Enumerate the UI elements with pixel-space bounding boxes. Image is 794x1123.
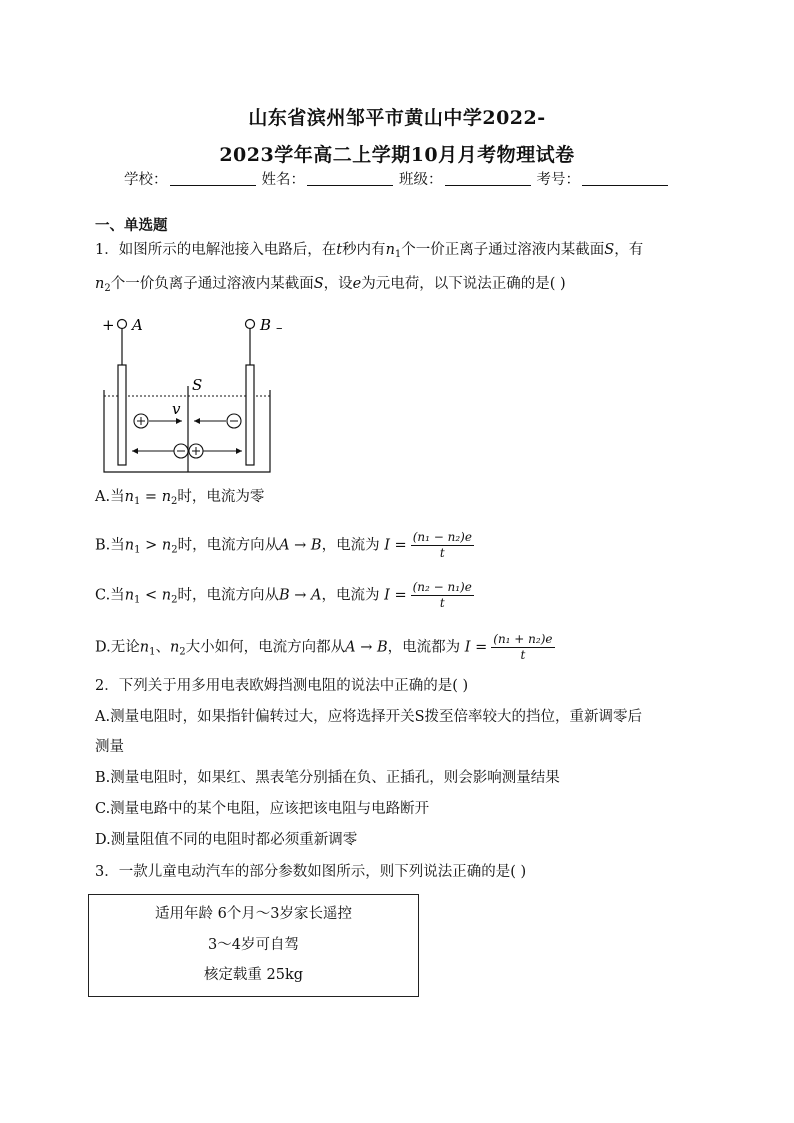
label-v: v	[172, 400, 181, 418]
q1-option-b[interactable]: B.当$n_1 > n_2$时，电流方向从A → B，电流为 I = $\frac{\text{(n₁ − n₂)e}}{t}$	[95, 530, 472, 560]
spec-table-box	[88, 894, 419, 997]
electrode-b	[246, 365, 254, 465]
q1-stem-line1: 1．如图所示的电解池接入电路后，在t秒内有$n_1$个一价正离子通过溶液内某截面S，有	[95, 242, 644, 260]
page-title-line1: 山东省滨州邹平市黄山中学2022-	[248, 107, 546, 129]
q2-option-d[interactable]: D.测量阻值不同的电阻时都必须重新调零	[95, 832, 358, 848]
q1-option-d[interactable]: D.无论$n_1$、$n_2$大小如何，电流方向都从A → B，电流都为 I = $\frac{\text{(n₁ + n₂)e}}{t}$	[95, 632, 553, 662]
electrolytic-cell-diagram	[96, 310, 296, 480]
spec-line-age: 适用年龄 6个月～3岁家长遥控	[154, 906, 353, 922]
q3-stem: 3．一款儿童电动汽车的部分参数如图所示，则下列说法正确的是( )	[95, 864, 527, 880]
label-s: S	[192, 376, 203, 394]
student-info-fields	[124, 170, 674, 190]
cell-container	[104, 390, 270, 472]
q2-option-b[interactable]: B.测量电阻时，如果红、黑表笔分别插在负、正插孔，则会影响测量结果	[95, 770, 560, 786]
q1-option-c[interactable]: C.当$n_1 < n_2$时，电流方向从B → A，电流为 I = $\frac{\text{(n₂ − n₁)e}}{t}$	[95, 580, 472, 610]
q2-option-a-line1[interactable]: A.测量电阻时，如果指针偏转过大，应将选择开关S拨至倍率较大的挡位，重新调零后	[95, 709, 643, 725]
terminal-b	[246, 320, 255, 329]
plus-sign: +	[102, 316, 115, 334]
section-heading: 一、单选题	[95, 217, 168, 234]
label-a: A	[132, 316, 143, 334]
terminal-a	[118, 320, 127, 329]
label-b: B	[260, 316, 272, 334]
field-school-label: 学校：	[124, 172, 168, 188]
field-number-blank[interactable]	[582, 171, 668, 186]
q2-option-c[interactable]: C.测量电路中的某个电阻，应该把该电阻与电路断开	[95, 801, 430, 817]
field-name-label: 姓名：	[261, 172, 305, 188]
minus-sign: –	[276, 321, 283, 336]
field-number-label: 考号：	[536, 172, 580, 188]
electrode-a	[118, 365, 126, 465]
spec-line-load: 核定载重 25kg	[203, 967, 304, 983]
spec-line-selfdrive: 3～4岁可自驾	[208, 937, 299, 953]
field-name-blank[interactable]	[307, 171, 393, 186]
field-class-blank[interactable]	[445, 171, 531, 186]
field-school-blank[interactable]	[170, 171, 256, 186]
field-class-label: 班级：	[399, 172, 443, 188]
q1-stem-line2: $n_2$个一价负离子通过溶液内某截面S，设e为元电荷，以下说法正确的是( )	[95, 276, 566, 294]
q1-option-a[interactable]: A.当$n_1 = n_2$时，电流为零	[95, 489, 265, 507]
page-title-line2: 2023学年高二上学期10月月考物理试卷	[219, 144, 575, 166]
q2-stem: 2．下列关于用多用电表欧姆挡测电阻的说法中正确的是( )	[95, 678, 469, 694]
q2-option-a-line2[interactable]: 测量	[95, 739, 124, 755]
